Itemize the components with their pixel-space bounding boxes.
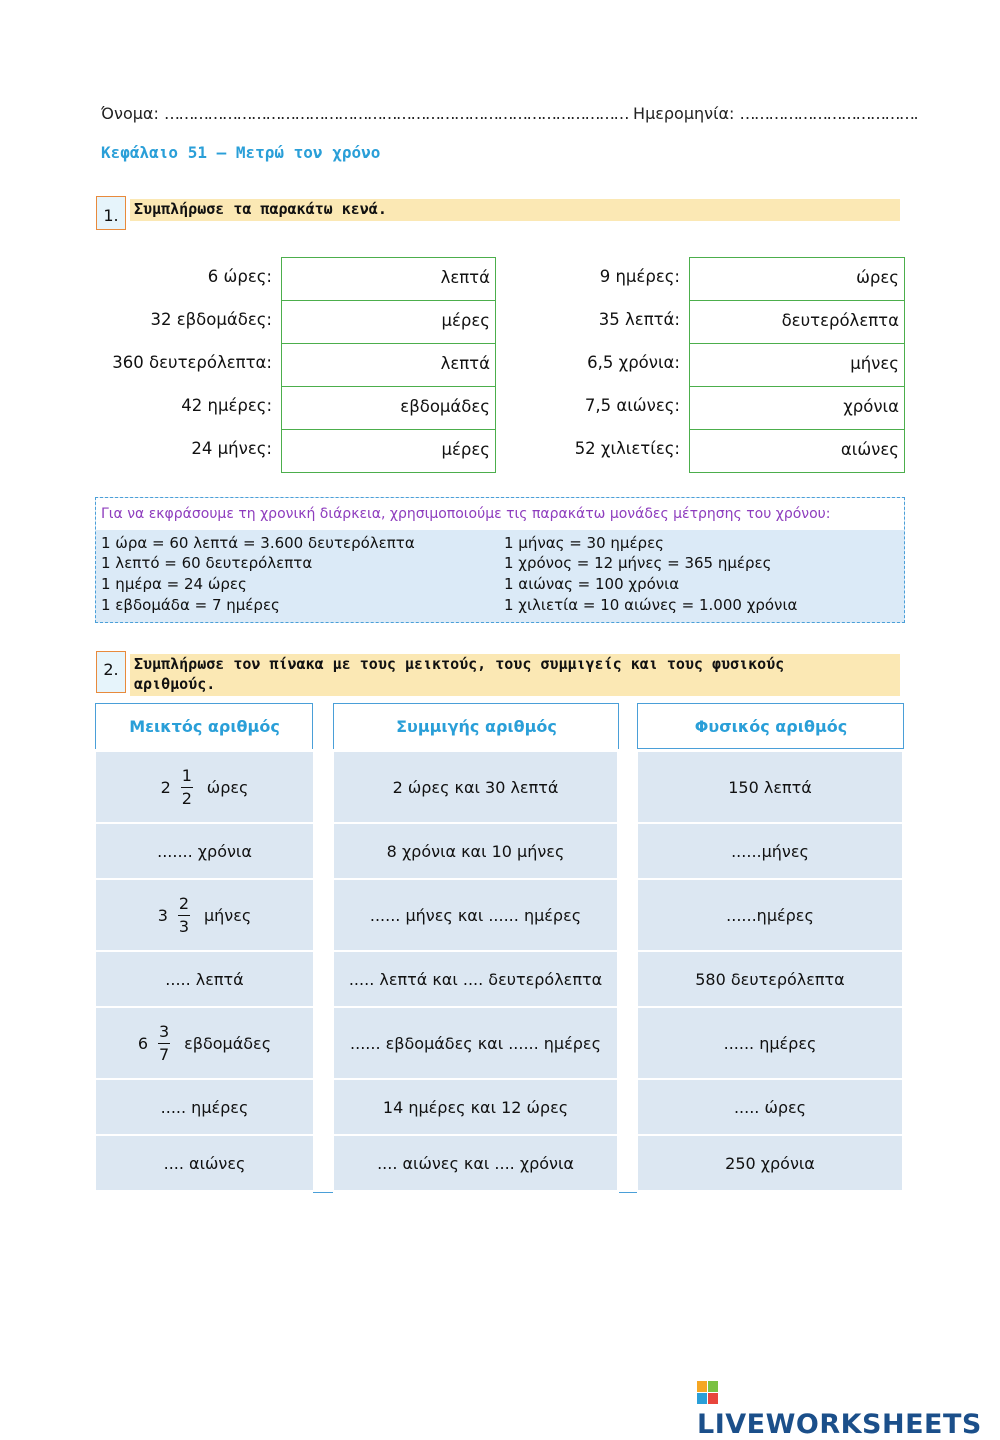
info-right-2: 1 χρόνος = 12 μήνες = 365 ημέρες bbox=[504, 554, 772, 572]
natural-cell-2[interactable] bbox=[638, 824, 902, 878]
mixed-cell-7[interactable] bbox=[96, 1136, 313, 1190]
q1-right-unit-4: χρόνια bbox=[843, 397, 899, 416]
brand-text: LIVEWORKSHEETS bbox=[697, 1409, 982, 1440]
question-1-instruction: Συμπλήρωσε τα παρακάτω κενά. bbox=[130, 199, 900, 221]
mixed-unit: εβδομάδες bbox=[184, 1033, 272, 1053]
numerator: 2 bbox=[178, 893, 190, 913]
q1-right-unit-3: μήνες bbox=[850, 354, 899, 373]
mixed-whole: 6 bbox=[137, 1033, 149, 1053]
chapter-title: Κεφάλαιο 51 – Μετρώ τον χρόνο bbox=[101, 143, 381, 162]
q1-left-label-2: 32 εβδομάδες: bbox=[150, 310, 272, 329]
q1-left-answer-box-2[interactable] bbox=[281, 300, 496, 344]
info-left-3: 1 ημέρα = 24 ώρες bbox=[101, 575, 247, 593]
header-mixed: Μεικτός αριθμός bbox=[129, 717, 280, 736]
fraction-bar bbox=[158, 1043, 170, 1044]
info-right-3: 1 αιώνας = 100 χρόνια bbox=[504, 575, 680, 593]
numerator: 1 bbox=[181, 765, 192, 785]
mixed-whole: 2 bbox=[160, 777, 171, 797]
compound-text: ...... μήνες και ...... ημέρες bbox=[369, 905, 582, 925]
question-2-number: 2. bbox=[96, 651, 126, 693]
mixed-unit: ώρες bbox=[206, 777, 249, 797]
date-field[interactable]: ………………………………. bbox=[739, 104, 918, 123]
info-left-4: 1 εβδομάδα = 7 ημέρες bbox=[101, 596, 280, 614]
q1-left-label-3: 360 δευτερόλεπτα: bbox=[112, 353, 272, 372]
natural-cell-3[interactable] bbox=[638, 880, 902, 950]
fraction-bar bbox=[181, 787, 193, 788]
mixed-unit: μήνες bbox=[203, 905, 252, 925]
mixed-cell-1[interactable] bbox=[96, 752, 313, 822]
compound-cell-1[interactable] bbox=[334, 752, 617, 822]
q1-right-label-1: 9 ημέρες: bbox=[599, 267, 680, 286]
q1-left-label-4: 42 ημέρες: bbox=[181, 396, 272, 415]
numerator: 3 bbox=[159, 1021, 170, 1041]
liveworksheets-icon bbox=[697, 1381, 719, 1405]
q1-right-answer-box-3[interactable] bbox=[689, 343, 905, 387]
q1-right-answer-box-4[interactable] bbox=[689, 386, 905, 430]
header-natural: Φυσικός αριθμός bbox=[694, 717, 848, 736]
q1-right-answer-box-1[interactable] bbox=[689, 257, 905, 301]
q1-right-label-2: 35 λεπτά: bbox=[598, 310, 680, 329]
question-2-instruction-line1: Συμπλήρωσε τον πίνακα με τους μεικτούς, τους συμμιγείς και τους φυσικούς bbox=[134, 655, 785, 673]
info-right-4: 1 χιλιετία = 10 αιώνες = 1.000 χρόνια bbox=[504, 596, 798, 614]
fraction bbox=[181, 766, 193, 809]
denominator: 7 bbox=[159, 1044, 170, 1064]
name-date-line bbox=[101, 104, 917, 123]
natural-text: ..... ώρες bbox=[733, 1097, 807, 1117]
question-2-instruction bbox=[130, 654, 900, 696]
q1-left-answer-box-4[interactable] bbox=[281, 386, 496, 430]
date-label: Ημερομηνία: bbox=[633, 104, 735, 123]
natural-text: ......μήνες bbox=[731, 841, 809, 861]
question-2-instruction-line2: αριθμούς. bbox=[134, 675, 216, 693]
compound-cell-4[interactable] bbox=[334, 952, 617, 1006]
denominator: 3 bbox=[178, 916, 190, 936]
liveworksheets-logo bbox=[697, 1378, 1000, 1440]
natural-text: 580 δευτερόλεπτα bbox=[695, 969, 845, 989]
natural-cell-1[interactable] bbox=[638, 752, 902, 822]
info-title: Για να εκφράσουμε τη χρονική διάρκεια, χρησιμοποιούμε τις παρακάτω μονάδες μέτρησης του χρόνου: bbox=[96, 498, 904, 530]
info-right-1: 1 μήνας = 30 ημέρες bbox=[504, 534, 664, 552]
mixed-cell-5[interactable] bbox=[96, 1008, 313, 1078]
table-tick-2 bbox=[619, 1192, 637, 1193]
compound-text: 14 ημέρες και 12 ώρες bbox=[382, 1097, 569, 1117]
natural-text: 150 λεπτά bbox=[728, 777, 812, 797]
q1-left-unit-1: λεπτά bbox=[440, 268, 490, 287]
compound-cell-7[interactable] bbox=[334, 1136, 617, 1190]
q1-left-answer-box-5[interactable] bbox=[281, 429, 496, 473]
question-1-number: 1. bbox=[96, 196, 126, 230]
natural-cell-6[interactable] bbox=[638, 1080, 902, 1134]
q1-right-label-3: 6,5 χρόνια: bbox=[587, 353, 680, 372]
q1-left-answer-box-3[interactable] bbox=[281, 343, 496, 387]
mixed-whole: 3 bbox=[157, 905, 168, 925]
name-label: Όνομα: bbox=[101, 104, 159, 123]
q1-left-unit-5: μέρες bbox=[441, 440, 490, 459]
compound-text: .... αιώνες και .... χρόνια bbox=[377, 1153, 574, 1173]
q1-left-unit-3: λεπτά bbox=[440, 354, 490, 373]
info-left-1: 1 ώρα = 60 λεπτά = 3.600 δευτερόλεπτα bbox=[101, 534, 415, 552]
denominator: 2 bbox=[181, 788, 192, 808]
mixed-cell-4[interactable] bbox=[96, 952, 313, 1006]
compound-cell-6[interactable] bbox=[334, 1080, 617, 1134]
q1-left-answer-box-1[interactable] bbox=[281, 257, 496, 301]
compound-text: 8 χρόνια και 10 μήνες bbox=[386, 841, 565, 861]
name-field[interactable]: …………………………………………………………………………………… bbox=[163, 104, 628, 123]
compound-text: 2 ώρες και 30 λεπτά bbox=[392, 777, 559, 797]
compound-cell-3[interactable] bbox=[334, 880, 617, 950]
compound-text: ..... λεπτά και .... δευτερόλεπτα bbox=[348, 969, 603, 989]
mixed-text: ....... χρόνια bbox=[157, 841, 252, 861]
time-units-info-box bbox=[95, 497, 905, 623]
mixed-cell-3[interactable] bbox=[96, 880, 313, 950]
mixed-cell-2[interactable] bbox=[96, 824, 313, 878]
q1-right-unit-5: αιώνες bbox=[840, 440, 899, 459]
q1-right-unit-1: ώρες bbox=[856, 268, 899, 287]
natural-text: 250 χρόνια bbox=[725, 1153, 815, 1173]
header-compound: Συμμιγής αριθμός bbox=[396, 717, 557, 736]
compound-cell-2[interactable] bbox=[334, 824, 617, 878]
natural-cell-4[interactable] bbox=[638, 952, 902, 1006]
compound-cell-5[interactable] bbox=[334, 1008, 617, 1078]
q1-left-unit-4: εβδομάδες bbox=[400, 397, 490, 416]
mixed-text: ..... ημέρες bbox=[160, 1097, 249, 1117]
natural-text: ......ημέρες bbox=[726, 905, 814, 925]
q1-right-label-5: 52 χιλιετίες: bbox=[574, 439, 680, 458]
q1-left-label-5: 24 μήνες: bbox=[191, 439, 272, 458]
fraction bbox=[158, 1022, 170, 1065]
q1-right-unit-2: δευτερόλεπτα bbox=[781, 311, 899, 330]
compound-text: ...... εβδομάδες και ...... ημέρες bbox=[350, 1033, 601, 1053]
natural-text: ...... ημέρες bbox=[723, 1033, 817, 1053]
q1-left-label-1: 6 ώρες: bbox=[207, 267, 272, 286]
mixed-text: .... αιώνες bbox=[163, 1153, 246, 1173]
natural-cell-5[interactable] bbox=[638, 1008, 902, 1078]
natural-cell-7[interactable] bbox=[638, 1136, 902, 1190]
q1-right-answer-box-2[interactable] bbox=[689, 300, 905, 344]
info-left-2: 1 λεπτό = 60 δευτερόλεπτα bbox=[101, 554, 313, 572]
mixed-cell-6[interactable] bbox=[96, 1080, 313, 1134]
q1-left-unit-2: μέρες bbox=[441, 311, 490, 330]
fraction bbox=[178, 894, 190, 937]
q1-right-answer-box-5[interactable] bbox=[689, 429, 905, 473]
mixed-text: ..... λεπτά bbox=[165, 969, 244, 989]
table-tick-1 bbox=[313, 1192, 333, 1193]
fraction-bar bbox=[178, 915, 190, 916]
q1-right-label-4: 7,5 αιώνες: bbox=[584, 396, 680, 415]
